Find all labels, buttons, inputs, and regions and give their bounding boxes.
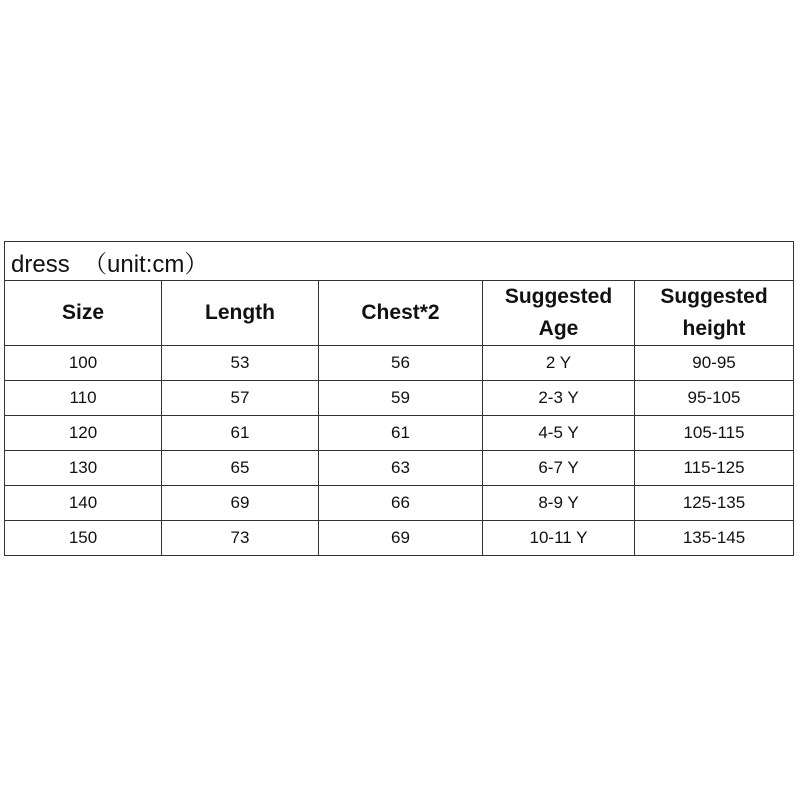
cell-height: 115-125 <box>635 451 794 486</box>
cell-size: 120 <box>5 416 162 451</box>
header-row <box>5 281 794 346</box>
cell-chest: 56 <box>319 346 483 381</box>
cell-age: 2 Y <box>483 346 635 381</box>
cell-height: 105-115 <box>635 416 794 451</box>
cell-size: 140 <box>5 486 162 521</box>
table-row <box>5 346 794 381</box>
cell-length: 73 <box>162 521 319 556</box>
header-length: Length <box>162 281 319 346</box>
table-row <box>5 416 794 451</box>
cell-chest: 59 <box>319 381 483 416</box>
table-row <box>5 451 794 486</box>
cell-age: 4-5 Y <box>483 416 635 451</box>
cell-length: 69 <box>162 486 319 521</box>
size-chart-table <box>4 241 794 556</box>
table-title: dress （unit:cm） <box>5 242 794 281</box>
cell-height: 125-135 <box>635 486 794 521</box>
cell-age: 6-7 Y <box>483 451 635 486</box>
cell-size: 150 <box>5 521 162 556</box>
cell-size: 130 <box>5 451 162 486</box>
cell-length: 65 <box>162 451 319 486</box>
cell-chest: 66 <box>319 486 483 521</box>
cell-chest: 61 <box>319 416 483 451</box>
cell-size: 100 <box>5 346 162 381</box>
cell-height: 135-145 <box>635 521 794 556</box>
cell-length: 53 <box>162 346 319 381</box>
table-row <box>5 521 794 556</box>
cell-height: 90-95 <box>635 346 794 381</box>
cell-size: 110 <box>5 381 162 416</box>
cell-height: 95-105 <box>635 381 794 416</box>
header-suggested-age: Suggested Age <box>483 281 635 346</box>
table-row <box>5 381 794 416</box>
header-size: Size <box>5 281 162 346</box>
header-suggested-height: Suggested height <box>635 281 794 346</box>
cell-age: 10-11 Y <box>483 521 635 556</box>
cell-chest: 69 <box>319 521 483 556</box>
title-row <box>5 242 794 281</box>
header-chest: Chest*2 <box>319 281 483 346</box>
cell-length: 61 <box>162 416 319 451</box>
cell-age: 2-3 Y <box>483 381 635 416</box>
table-row <box>5 486 794 521</box>
cell-chest: 63 <box>319 451 483 486</box>
cell-length: 57 <box>162 381 319 416</box>
cell-age: 8-9 Y <box>483 486 635 521</box>
